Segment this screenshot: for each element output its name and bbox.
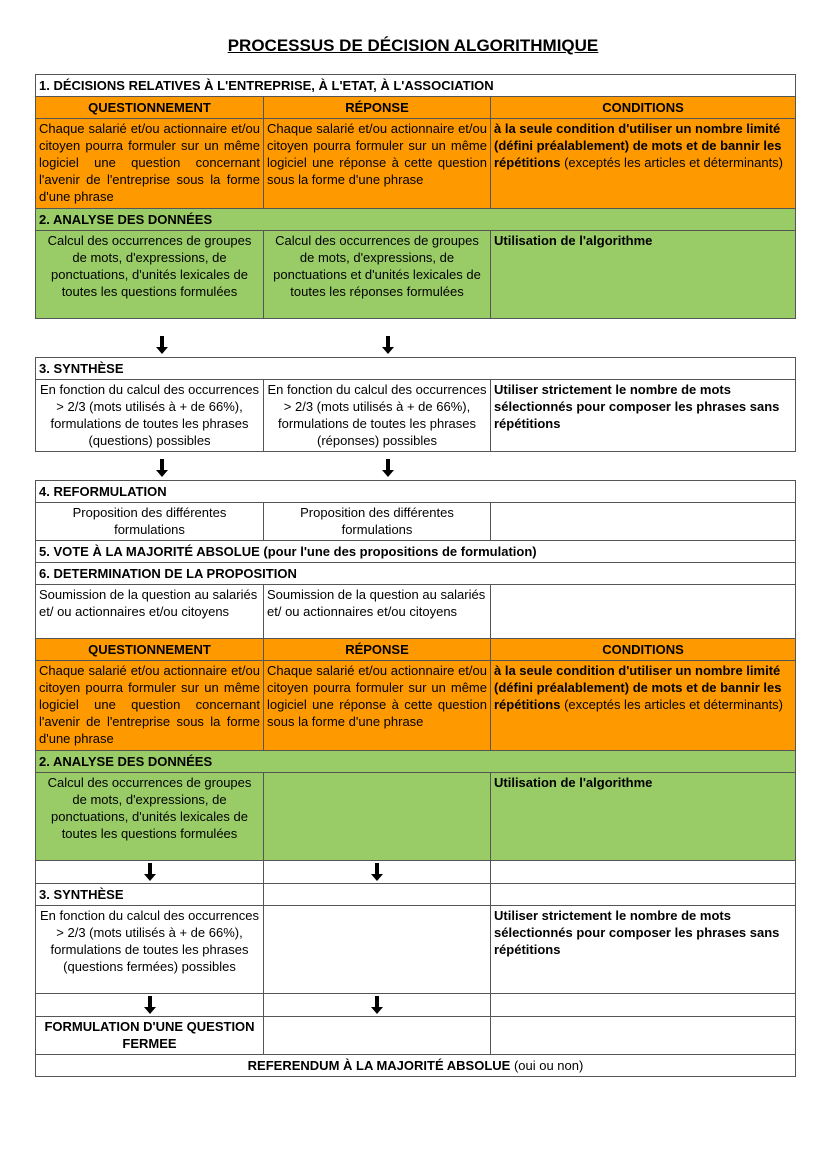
header-questionnement-2: QUESTIONNEMENT <box>36 639 264 661</box>
condition-normal-text: (exceptés les articles et déterminants) <box>560 697 784 712</box>
reformulation-question-cell: Proposition des différentes formulations <box>36 503 264 541</box>
response-cell-2: Chaque salarié et/ou actionnaire et/ou citoyen pourra formuler sur un même logiciel une réponse à cette question sous la forme d'une phrase <box>264 661 491 751</box>
arrow-cell <box>36 861 264 884</box>
section-5-normal-text: (pour l'une des propositions de formulation) <box>259 544 537 559</box>
reformulation-response-cell: Proposition des différentes formulations <box>264 503 491 541</box>
header-questionnement: QUESTIONNEMENT <box>36 97 264 119</box>
down-arrow-icon <box>156 336 168 354</box>
arrow-cell <box>264 861 491 884</box>
referendum-row <box>36 1055 796 1077</box>
analysis-condition-cell-2: Utilisation de l'algorithme <box>491 773 796 861</box>
submission-condition-cell <box>491 585 796 639</box>
header-reponse-2: RÉPONSE <box>264 639 491 661</box>
down-arrow-icon <box>382 336 394 354</box>
section-2-heading: 2. ANALYSE DES DONNÉES <box>36 209 796 231</box>
section-5-heading <box>36 541 796 563</box>
synthesis-condition-cell: Utiliser strictement le nombre de mots sélectionnés pour composer les phrases sans répétitions <box>491 380 796 452</box>
condition-bold-text: à la seule condition d'utiliser un nombre limité (défini préalablement) de mots et de bannir les répétitions <box>494 663 782 712</box>
submission-response-cell: Soumission de la question au salariés et/ ou actionnaires et/ou citoyens <box>264 585 491 639</box>
empty-cell <box>491 1017 796 1055</box>
question-cell-2: Chaque salarié et/ou actionnaire et/ou citoyen pourra formuler sur un même logiciel une question concernant l'avenir de l'entreprise sous la forme d'une phrase <box>36 661 264 751</box>
arrow-row <box>35 457 795 479</box>
submission-question-cell: Soumission de la question au salariés et/ ou actionnaires et/ou citoyens <box>36 585 264 639</box>
down-arrow-icon <box>156 459 168 477</box>
analysis-response-cell: Calcul des occurrences de groupes de mots, d'expressions, de ponctuations et d'unités lexicales de toutes les réponses formulées <box>264 231 491 319</box>
analysis-question-cell: Calcul des occurrences de groupes de mots, d'expressions, de ponctuations, d'unités lexicales de toutes les questions formulées <box>36 231 264 319</box>
closed-question-cell: FORMULATION D'UNE QUESTION FERMEE <box>36 1017 264 1055</box>
section-6-heading: 6. DETERMINATION DE LA PROPOSITION <box>36 563 796 585</box>
empty-cell <box>491 884 796 906</box>
section-3-table <box>35 357 796 452</box>
header-reponse: RÉPONSE <box>264 97 491 119</box>
synthesis-condition-cell-2: Utiliser strictement le nombre de mots sélectionnés pour composer les phrases sans répétitions <box>491 906 796 994</box>
section-4-heading: 4. REFORMULATION <box>36 481 796 503</box>
analysis-question-cell-2: Calcul des occurrences de groupes de mots, d'expressions, de ponctuations, d'unités lexicales de toutes les questions formulées <box>36 773 264 861</box>
section-1-heading: 1. DÉCISIONS RELATIVES À L'ENTREPRISE, À L'ETAT, À L'ASSOCIATION <box>36 75 796 97</box>
arrow-cell <box>264 994 491 1017</box>
referendum-normal-text: (oui ou non) <box>510 1058 584 1073</box>
down-arrow-icon <box>371 996 383 1014</box>
arrow-row <box>35 334 795 356</box>
question-cell: Chaque salarié et/ou actionnaire et/ou citoyen pourra formuler sur un même logiciel une question concernant l'avenir de l'entreprise sous la forme d'une phrase <box>36 119 264 209</box>
empty-cell <box>264 1017 491 1055</box>
condition-bold-text: à la seule condition d'utiliser un nombre limité (défini préalablement) de mots et de bannir les répétitions <box>494 121 782 170</box>
empty-cell <box>264 884 491 906</box>
analysis-response-cell-2 <box>264 773 491 861</box>
condition-cell <box>491 119 796 209</box>
synthesis-question-cell-2: En fonction du calcul des occurrences > 2/3 (mots utilisés à + de 66%), formulations de toutes les phrases (questions fermées) possibles <box>36 906 264 994</box>
header-conditions-2: CONDITIONS <box>491 639 796 661</box>
empty-cell <box>491 994 796 1017</box>
reformulation-condition-cell <box>491 503 796 541</box>
synthesis-response-cell: En fonction du calcul des occurrences > 2/3 (mots utilisés à + de 66%), formulations de toutes les phrases (réponses) possibles <box>264 380 491 452</box>
down-arrow-icon <box>382 459 394 477</box>
condition-cell-2 <box>491 661 796 751</box>
down-arrow-icon <box>144 996 156 1014</box>
document-title: PROCESSUS DE DÉCISION ALGORITHMIQUE <box>227 36 599 55</box>
arrow-cell <box>36 994 264 1017</box>
down-arrow-icon <box>371 863 383 881</box>
synthesis-response-cell-2 <box>264 906 491 994</box>
section-1-2-table <box>35 74 796 319</box>
analysis-condition-cell: Utilisation de l'algorithme <box>491 231 796 319</box>
section-5-bold-text: 5. VOTE À LA MAJORITÉ ABSOLUE <box>39 544 260 559</box>
response-cell: Chaque salarié et/ou actionnaire et/ou citoyen pourra formuler sur un même logiciel une réponse à cette question sous la forme d'une phrase <box>264 119 491 209</box>
empty-cell <box>491 861 796 884</box>
referendum-bold-text: REFERENDUM À LA MAJORITÉ ABSOLUE <box>247 1058 511 1073</box>
section-3-heading-2: 3. SYNTHÈSE <box>36 884 264 906</box>
section-2-heading-2: 2. ANALYSE DES DONNÉES <box>36 751 796 773</box>
section-3-heading: 3. SYNTHÈSE <box>36 358 796 380</box>
header-conditions: CONDITIONS <box>491 97 796 119</box>
synthesis-question-cell: En fonction du calcul des occurrences > 2/3 (mots utilisés à + de 66%), formulations de toutes les phrases (questions) possibles <box>36 380 264 452</box>
condition-normal-text: (exceptés les articles et déterminants) <box>560 155 784 170</box>
section-4-to-end-table <box>35 480 796 1077</box>
down-arrow-icon <box>144 863 156 881</box>
